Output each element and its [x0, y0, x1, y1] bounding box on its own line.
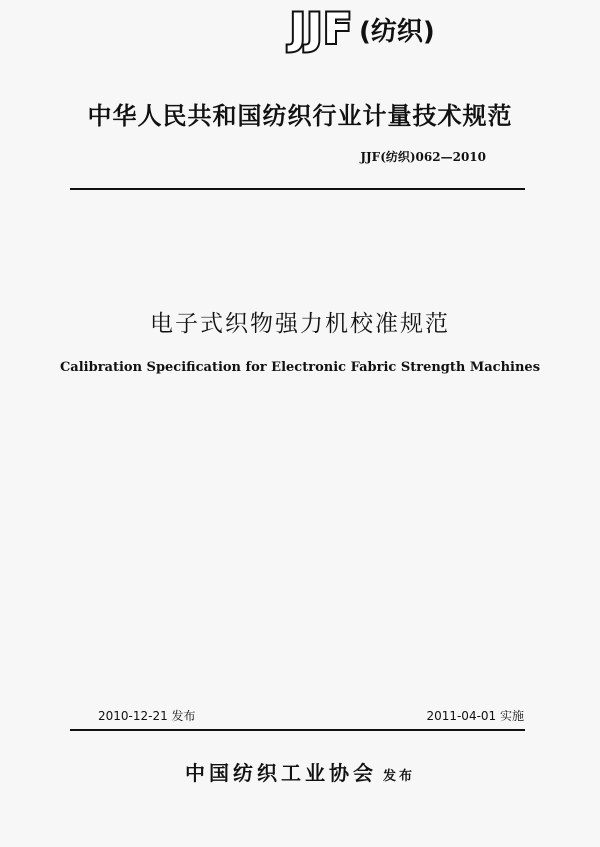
document-title: 电子式织物强力机校准规范	[150, 311, 450, 337]
standard-code: JJF(纺织)062—2010	[360, 150, 486, 164]
logo-mark: JJF	[290, 4, 353, 53]
jjf-logo	[290, 4, 435, 53]
logo-suffix: (纺织)	[358, 17, 435, 47]
issue-date: 2010-12-21 发布	[98, 709, 196, 723]
effective-date: 2011-04-01 实施	[426, 709, 524, 723]
org-title: 中华人民共和国纺织行业计量技术规范	[87, 102, 513, 130]
publisher-suffix: 发布	[382, 769, 415, 784]
document-subtitle: Calibration Specification for Electronic Fabric Strength Machines	[59, 360, 541, 375]
top-divider	[70, 188, 525, 190]
publisher	[0, 757, 600, 786]
publisher-name: 中国纺织工业协会	[184, 761, 377, 785]
bottom-divider	[70, 729, 525, 731]
